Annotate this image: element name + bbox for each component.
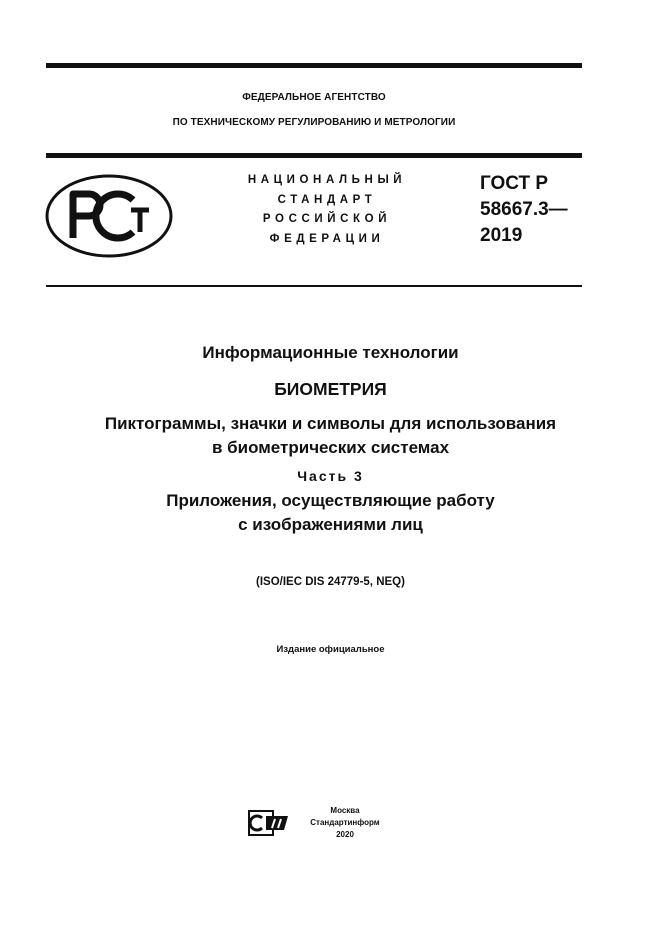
header-rule: [46, 153, 582, 158]
separator-rule: [46, 285, 582, 287]
publisher-name: Стандартинформ: [310, 818, 380, 827]
standard-type-line-1: НАЦИОНАЛЬНЫЙ: [247, 174, 407, 186]
part-title-line-2: с изображениями лиц: [238, 515, 423, 534]
title-sub-line-2: в биометрических системах: [211, 438, 450, 457]
standard-type-line-2: СТАНДАРТ: [277, 194, 377, 206]
part-label: Часть 3: [297, 468, 364, 484]
rst-certification-mark-icon: [45, 174, 173, 258]
publisher-year: 2020: [336, 830, 354, 839]
designation-line-3: 2019: [480, 225, 523, 246]
designation-line-2: 58667.3—: [480, 199, 568, 220]
title-main: БИОМЕТРИЯ: [274, 379, 387, 399]
part-title-line-1: Приложения, осуществляющие работу: [166, 491, 495, 510]
title-general: Информационные технологии: [202, 343, 459, 362]
edition-text: Издание официальное: [276, 644, 385, 655]
reference-text: (ISO/IEC DIS 24779-5, NEQ): [256, 576, 405, 588]
publisher-city: Москва: [330, 806, 360, 815]
standard-type-line-3: РОССИЙСКОЙ: [262, 213, 392, 225]
title-sub-line-1: Пиктограммы, значки и символы для использования: [104, 414, 557, 433]
designation-line-1: ГОСТ Р: [480, 173, 549, 194]
top-rule: [46, 63, 582, 68]
agency-line-1: ФЕДЕРАЛЬНОЕ АГЕНТСТВО: [242, 92, 386, 103]
standartinform-logo-icon: [248, 810, 290, 836]
agency-line-2: ПО ТЕХНИЧЕСКОМУ РЕГУЛИРОВАНИЮ И МЕТРОЛОГИИ: [172, 117, 456, 128]
standard-type-line-4: ФЕДЕРАЦИИ: [269, 233, 385, 245]
